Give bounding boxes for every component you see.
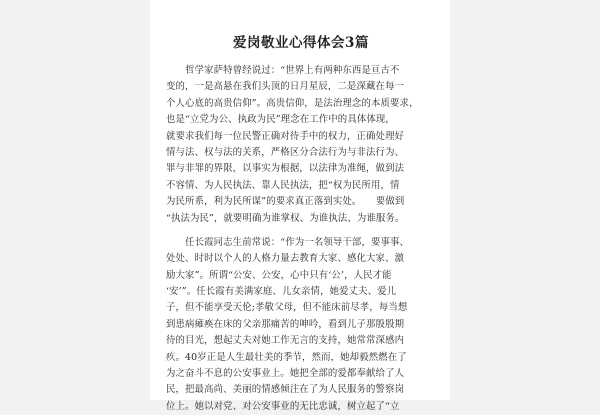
text-line: 也是“立党为公、执政为民”理念在工作中的具体体现，	[166, 114, 395, 126]
text-line: 不容情、为人民执法、靠人民执法，把“权为民所用，情	[166, 179, 400, 191]
paragraph-2	[166, 235, 436, 415]
document-page	[150, 0, 450, 412]
text-line: 个人心底的高贵信仰”。高贵信仰，是法治理念的本质要求，	[166, 97, 419, 109]
text-line: 情与法、权与法的关系，严格区分合法行为与非法行为、	[166, 146, 405, 158]
document-title: 爱岗敬业心得体会3篇	[233, 35, 369, 51]
text-line: 罪与非罪的界限，以事实为根据，以法律为准绳，做到法	[166, 163, 405, 175]
paragraph-gap	[166, 227, 436, 235]
paragraph-1	[166, 63, 436, 227]
text-line: 哲学家萨特曾经说过：“世界上有两种东西是亘古不	[166, 65, 400, 76]
text-line: 变的，一是高悬在我们头顶的日月星辰，二是深藏在每一	[166, 81, 405, 93]
text-line: 位上。她以对党、对公安事业的无比忠诚，树立起了“立	[166, 400, 400, 412]
text-line: 励大家”。所谓“公安、公安，心中只有‘公’，人民才能	[166, 269, 392, 281]
text-line: ‘安’”。任长霞有美满家庭、儿女亲情，她爱丈夫、爱儿	[166, 286, 397, 298]
text-line: 到患病瘫痪在床的父亲那痛苦的呻吟，看到儿子那殷殷期	[166, 318, 405, 330]
text-line: 任长霞同志生前常说：“作为一名领导干部，要事事、	[166, 236, 410, 248]
text-line: 为之奋斗不息的公安事业上。她把全部的爱都奉献给了人	[166, 368, 405, 380]
text-line: 待的目光，想起丈夫对她工作无言的支持，她常常深感内	[166, 335, 405, 347]
text-line: 就要求我们每一位民警正确对待手中的权力，正确处理好	[166, 130, 405, 142]
text-line: “执法为民”，就要明确为谁掌权、为谁执法、为谁服务。	[166, 212, 405, 224]
text-line: 民，把最高尚、美丽的情感倾注在了为人民服务的警察岗	[166, 384, 405, 396]
text-line: 处处、时时以个人的人格力量去教育大家、感化大家、激	[166, 253, 405, 265]
text-line: 为民所系，利为民所谋”的要求真正落到实处。 要做到	[166, 196, 405, 208]
text-line: 疚。40岁正是人生最壮美的季节，然而，她却毅然燃在了	[166, 351, 407, 363]
text-line: 子，但不能享受天伦;孝敬父母，但不能床前尽孝，每当想	[166, 302, 408, 314]
